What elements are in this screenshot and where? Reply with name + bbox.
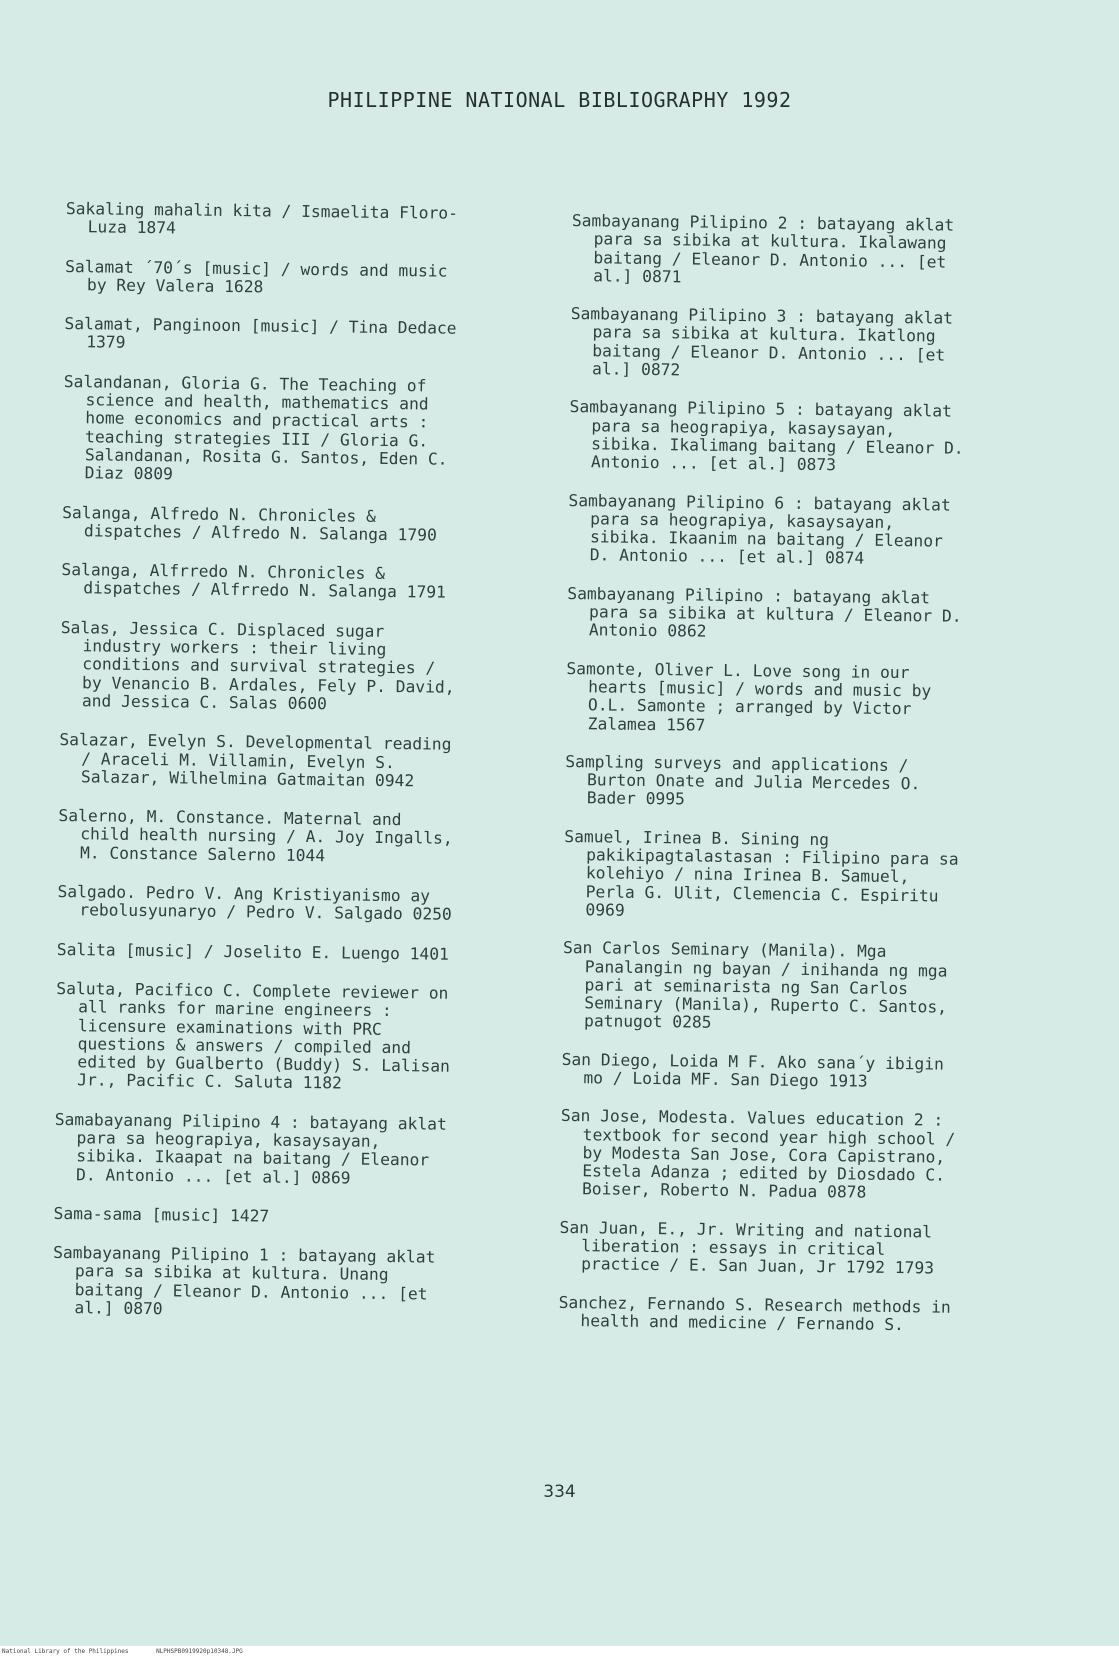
bibliography-entry: Salgado. Pedro V. Ang Kristiyanismo ay rebolusyunaryo / Pedro V. Salgado 0250 [57, 881, 452, 925]
bibliography-entry: Salamat, Panginoon [music] / Tina Dedace 1379 [64, 314, 457, 353]
bibliography-entry: Sakaling mahalin kita / Ismaelita Floro- Luza 1874 [65, 199, 459, 238]
bibliography-entry: Sambayanang Pilipino : batayang aklat para sa sibika at kultura / Eleanor D. Antonio 0862 [567, 583, 962, 642]
page-title: PHILIPPINE NATIONAL BIBLIOGRAPHY 1992 [327, 88, 792, 112]
footer-filename: NLPHSPB0919920p10348.JPG [156, 1648, 243, 1655]
bibliography-entry: Sambayanang Pilipino 2 : batayang aklat para sa sibika at kultura. Ikalawang baitang / Eleanor D. Antonio ... [et al.] 0871 [571, 211, 955, 287]
bibliography-entry: Salamat ´70´s [music] / words and music by Rey Valera 1628 [65, 256, 448, 297]
bibliography-entry: Salita [music] / Joselito E. Luengo 1401 [56, 939, 450, 964]
bibliography-entry: San Jose, Modesta. Values education 2 : textbook for second year high school / by Modesta San Jose, Cora Capistrano, Estela Adanza ; edited by Diosdado C. Boiser, Roberto N. Padua 0878 [560, 1106, 956, 1203]
bibliography-entry: San Carlos Seminary (Manila). Mga Panalangin ng bayan / inihanda ng mga pari at seminarista ng San Carlos Seminary (Manila), Ruperto C. Santos, patnugot 0285 [562, 938, 948, 1033]
bibliography-entry: Samonte, Oliver L. Love song in our hearts [music] / words and music by O.L. Samonte ; arranged by Victor Zalamea 1567 [566, 658, 932, 735]
bibliography-entry: San Juan, E., Jr. Writing and national liberation : essays in critical practice / E. San Juan, Jr 1792 1793 [559, 1217, 935, 1278]
right-column [558, 212, 1062, 1356]
bibliography-entry: Salanga, Alfrredo N. Chronicles & dispatches / Alfrredo N. Salanga 1791 [61, 560, 447, 603]
bibliography-entry: Samuel, Irinea B. Sining ng pakikipagtalastasan : Filipino para sa kolehiyo / nina Irinea B. Samuel, Perla G. Ulit, Clemencia C. Espiritu 0969 [564, 826, 959, 920]
bibliography-entry: Salandanan, Gloria G. The Teaching of science and health, mathematics and home economics and practical arts : teaching strategies III / Gloria G. Salandanan, Rosita G. Santos, Eden C. Diaz 0809 [63, 371, 448, 484]
bibliography-entry: Sambayanang Pilipino 5 : batayang aklat para sa heograpiya, kasaysayan, sibika. Ikalimang baitang / Eleanor D. Antonio ... [et al.] 0873 [569, 397, 964, 475]
scan-footer [0, 1646, 1119, 1658]
bibliography-entry: Salanga, Alfredo N. Chronicles & dispatches / Alfredo N. Salanga 1790 [62, 502, 437, 545]
bibliography-entry: Saluta, Pacifico C. Complete reviewer on all ranks for marine engineers : licensure examinations with PRC questions & answers / compiled and edited by Gualberto (Buddy) S. Lalisan Jr., Pacific C. Saluta 1182 [56, 978, 451, 1093]
bibliography-entry: Salas, Jessica C. Displaced sugar industry workers : their living conditions and survival strategies / by Venancio B. Ardales, Fely P. David, and Jessica C. Salas 0600 [60, 617, 455, 714]
bibliography-entry: Sambayanang Pilipino 6 : batayang aklat para sa heograpiya, kasaysayan, sibika. Ikaanim na baitang / Eleanor D. Antonio ... [et al.] 0874 [568, 490, 951, 569]
bibliography-entry: Sambayanang Pilipino 1 : batayang aklat para sa sibika at kultura. Unang baitang / Eleanor D. Antonio ... [et al.] 0870 [53, 1243, 436, 1319]
bibliography-entry: Salerno, M. Constance. Maternal and child health nursing / A. Joy Ingalls, M. Constance Salerno 1044 [58, 806, 453, 865]
bibliography-entry: Sambayanang Pilipino 3 : batayang aklat para sa sibika at kultura. Ikatlong baitang / Eleanor D. Antonio ... [et al.] 0872 [570, 304, 954, 380]
bibliography-entry: Sama-sama [music] 1427 [53, 1203, 270, 1226]
page-number: 334 [543, 1482, 576, 1502]
bibliography-entry: Sampling surveys and applications / Burton Onate and Julia Mercedes O. Bader 0995 [565, 751, 921, 809]
bibliography-entry: Salazar, Evelyn S. Developmental reading / Araceli M. Villamin, Evelyn S. Salazar, Wilhelmina Gatmaitan 0942 [59, 730, 452, 791]
footer-institution: National Library of the Philippines [2, 1648, 129, 1655]
bibliography-entry: Samabayanang Pilipino 4 : batayang aklat para sa heograpiya, kasaysayan, sibika. Ikaapat na baitang / Eleanor D. Antonio ... [et al.] 0869 [54, 1109, 447, 1188]
bibliography-entry: Sanchez, Fernando S. Research methods in health and medicine / Fernando S. [558, 1292, 951, 1335]
left-column [52, 200, 556, 1344]
bibliography-entry: San Diego, Loida M F. Ako sana´y ibigin mo / Loida MF. San Diego 1913 [561, 1049, 945, 1091]
